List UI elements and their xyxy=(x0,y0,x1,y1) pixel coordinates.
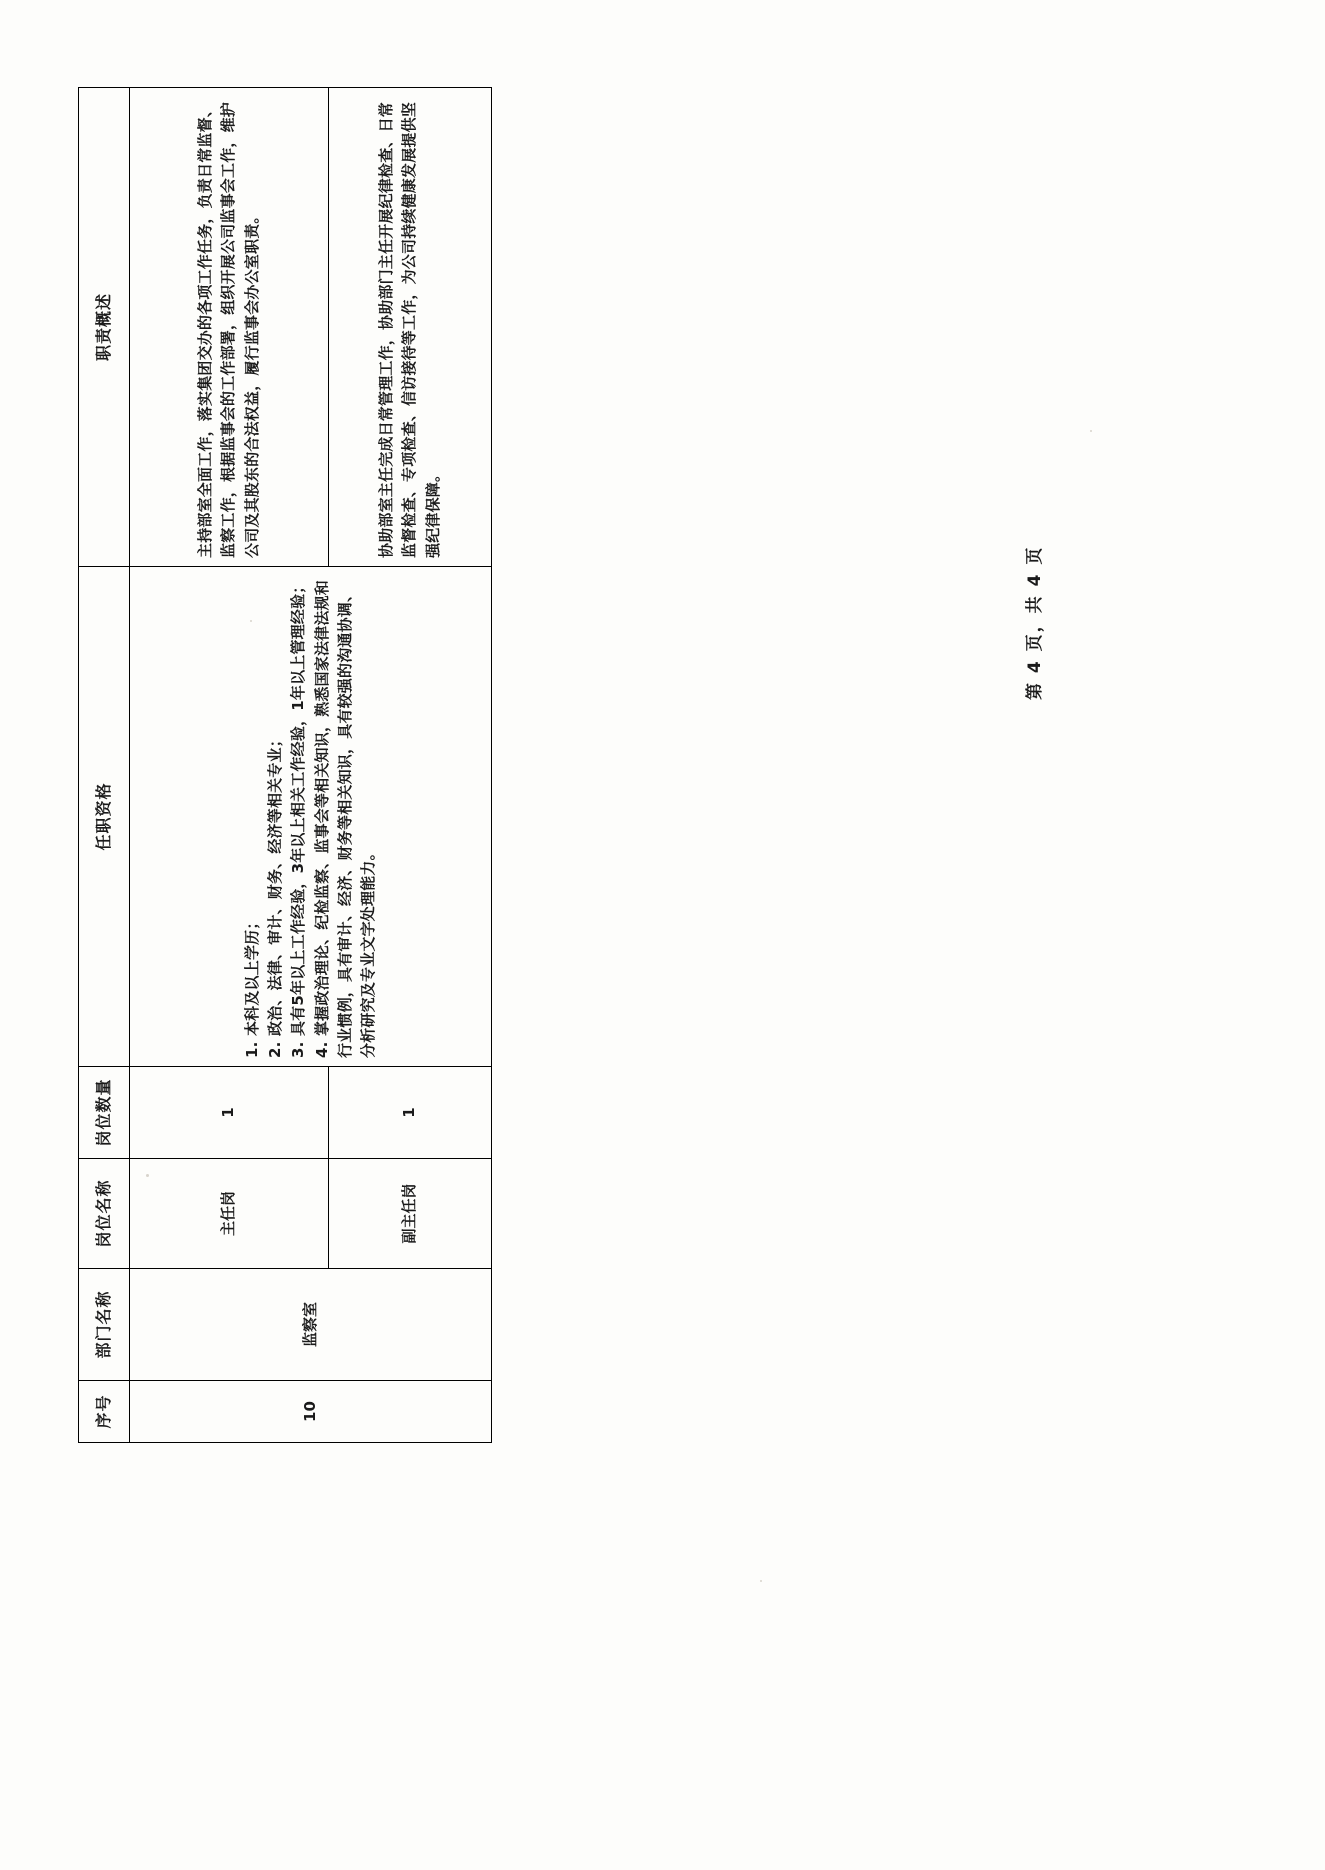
column-header-post: 岗位名称 xyxy=(79,1159,130,1269)
cell-count: 1 xyxy=(329,1067,492,1159)
qualification-line: 4. 掌握政治理论、纪检监察、监事会等相关知识，熟悉国家法律法规和行业惯例，具有审计、经济、财务等相关知识，具有较强的沟通协调、分析研究及专业文字处理能力。 xyxy=(312,580,377,1058)
qualification-line: 2. 政治、法律、审计、财务、经济等相关专业； xyxy=(266,732,284,1058)
cell-duty xyxy=(130,88,329,567)
cell-post: 主任岗 xyxy=(130,1159,329,1269)
table-header-row xyxy=(79,88,130,1443)
duty-line: 主持部室全面工作，落实集团交办的各项工作任务，负责日常监督、监察工作，根据监事会的工作部署，组织开展公司监事会工作，维护公司及其股东的合法权益，履行监事会办公室职责。 xyxy=(196,101,261,558)
column-header-duty: 职责概述 xyxy=(79,88,130,567)
column-header-qualification: 任职资格 xyxy=(79,567,130,1067)
scan-speck xyxy=(1090,430,1092,432)
qualification-line: 3. 具有5年以上工作经验，3年以上相关工作经验，1年以上管理经验； xyxy=(289,578,308,1058)
cell-count: 1 xyxy=(130,1067,329,1159)
job-position-table xyxy=(78,87,492,1443)
scan-speck xyxy=(760,1580,762,1582)
cell-seq: 10 xyxy=(130,1381,492,1443)
rotated-table-wrapper xyxy=(78,88,490,1443)
qualification-line: 1. 本科及以上学历； xyxy=(242,914,261,1058)
cell-post: 副主任岗 xyxy=(329,1159,492,1269)
column-header-seq: 序号 xyxy=(79,1381,130,1443)
cell-qualification xyxy=(130,567,492,1067)
cell-dept: 监察室 xyxy=(130,1269,492,1381)
duty-line: 协助部室主任完成日常管理工作，协助部门主任开展纪律检查、日常监督检查、专项检查、信访接待等工作，为公司持续健康发展提供坚强纪律保障。 xyxy=(377,101,442,558)
cell-duty xyxy=(329,88,492,567)
column-header-dept: 部门名称 xyxy=(79,1269,130,1381)
table-row xyxy=(130,88,329,1443)
column-header-count: 岗位数量 xyxy=(79,1067,130,1159)
page-footer: 第 4 页，共 4 页 xyxy=(1025,545,1045,700)
